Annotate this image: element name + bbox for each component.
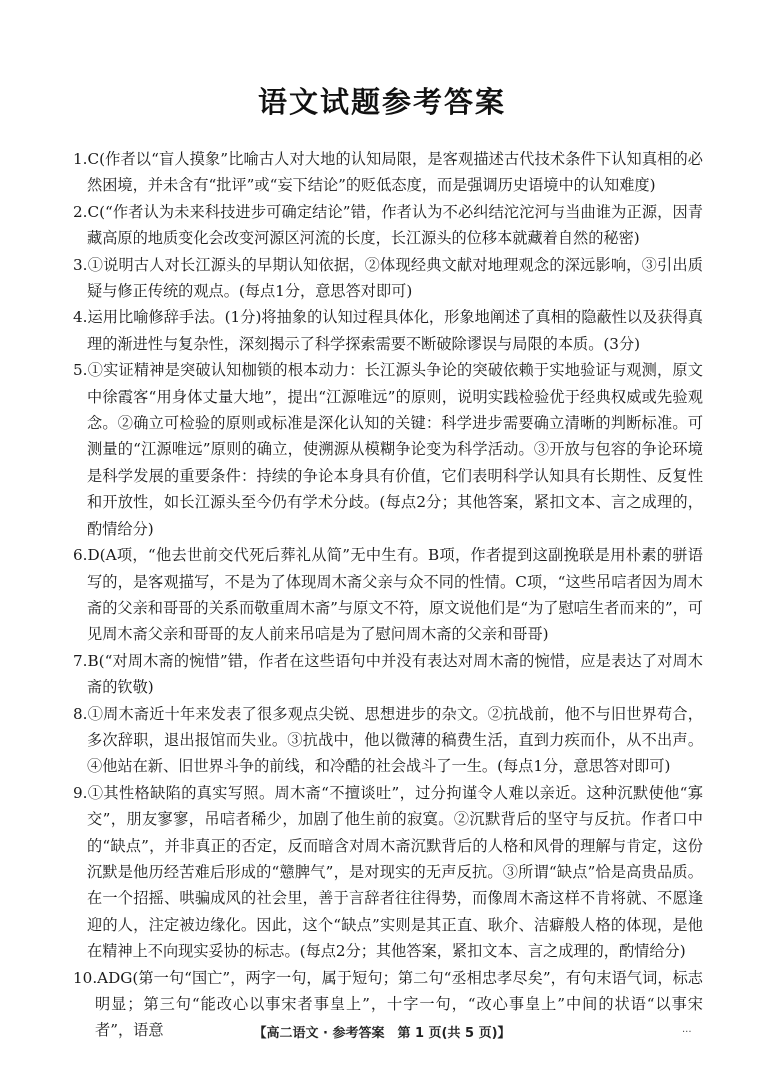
corner-mark: ... [682,1024,692,1035]
answer-item-4: 4.运用比喻修辞手法。(1分)将抽象的认知过程具体化，形象地阐述了真相的隐蔽性以及获得真理的渐进性与复杂性，深刻揭示了科学探索需要不断破除谬误与局限的本质。(3分) [73,308,703,353]
answer-item-2: 2.C(“作者认为未来科技进步可确定结论”错，作者认为不必纠结沱沱河与当曲谁为正源，因青藏高原的地质变化会改变河源区河流的长度，长江源头的位移本就藏着自然的秘密) [73,202,703,248]
page-title: 语文试题参考答案 [257,85,506,119]
answer-item-1: 1.C(作者以“盲人摸象”比喻古人对大地的认知局限，是客观描述古代技术条件下认知真相的必然困境，并未含有“批评”或“妄下结论”的贬低态度，而是强调历史语境中的认知难度) [73,150,703,195]
answer-item-6: 6.D(A项，“他去世前交代死后葬礼从简”无中生有。B项，作者提到这副挽联是用朴素的骈语写的，是客观描写，不是为了体现周木斋父亲与众不同的性情。C项，“这些吊唁者因为周木斋的父亲和哥哥的关系而敬重周木斋”与原文不符，原文说他们是“为了慰唁生者而来的”，可见周木斋父亲和哥哥的友人前来吊唁是为了慰问周木斋的父亲和哥哥) [73,546,703,644]
answer-item-7: 7.B(“对周木斋的惋惜”错，作者在这些语句中并没有表达对周木斋的惋惜，应是表达了对周木斋的钦敬) [73,651,703,697]
answer-item-9: 9.①其性格缺陷的真实写照。周木斋“不擅谈吐”，过分拘谨令人难以亲近。这种沉默使他“寡交”，朋友寥寥，吊唁者稀少，加剧了他生前的寂寞。②沉默背后的坚守与反抗。作者口中的“缺点”，并非真正的否定，反而暗含对周木斋沉默背后的人格和风骨的理解与肯定，这份沉默是他历经苦难后形成的“戆脾气”，是对现实的无声反抗。③所谓“缺点”恰是高贵品质。在一个招摇、哄骗成风的社会里，善于言辞者往往得势，而像周木斋这样不肯将就、不愿逢迎的人，注定被边缘化。因此，这个“缺点”实则是其正直、耿介、洁癖般人格的体现，是他在精神上不向现实妥协的标志。(每点2分；其他答案，紧扣文本、言之成理的，酌情给分) [73,783,703,961]
page-footer: 【高二语文 · 参考答案 第 1 页(共 5 页)】 [253,1026,511,1041]
answer-list [73,146,703,1044]
answer-item-3: 3.①说明古人对长江源头的早期认知依据，②体现经典文献对地理观念的深远影响，③引出质疑与修正传统的观点。(每点1分，意思答对即可) [73,255,703,301]
answer-item-5: 5.①实证精神是突破认知枷锁的根本动力：长江源头争论的突破依赖于实地验证与观测，原文中徐霞客“用身体丈量大地”，提出“江源唯远”的原则，说明实践检验优于经典权威或先验观念。②确立可检验的原则或标准是深化认知的关键：科学进步需要确立清晰的判断标准。可测量的“江源唯远”原则的确立，使溯源从模糊争论变为科学活动。③开放与包容的争论环境是科学发展的重要条件：持续的争论本身具有价值，它们表明科学认知具有长期性、反复性和开放性，如长江源头至今仍有学术分歧。(每点2分；其他答案，紧扣文本、言之成理的，酌情给分) [73,361,703,538]
answer-item-8: 8.①周木斋近十年来发表了很多观点尖锐、思想进步的杂文。②抗战前，他不与旧世界苟合，多次辞职，退出报馆而失业。③抗战中，他以微薄的稿费生活，直到力疾而仆，从不出声。④他站在新、旧世界斗争的前线，和冷酷的社会战斗了一生。(每点1分，意思答对即可) [73,704,703,776]
answer-item-10: 10.ADG(第一句“国亡”，两字一句，属于短句；第二句“丞相忠孝尽矣”，有句末语气词，标志明显；第三句“能改心以事宋者事皇上”，十字一句，“改心事皇上”中间的状语“以事宋者”，语意 [73,968,703,1040]
